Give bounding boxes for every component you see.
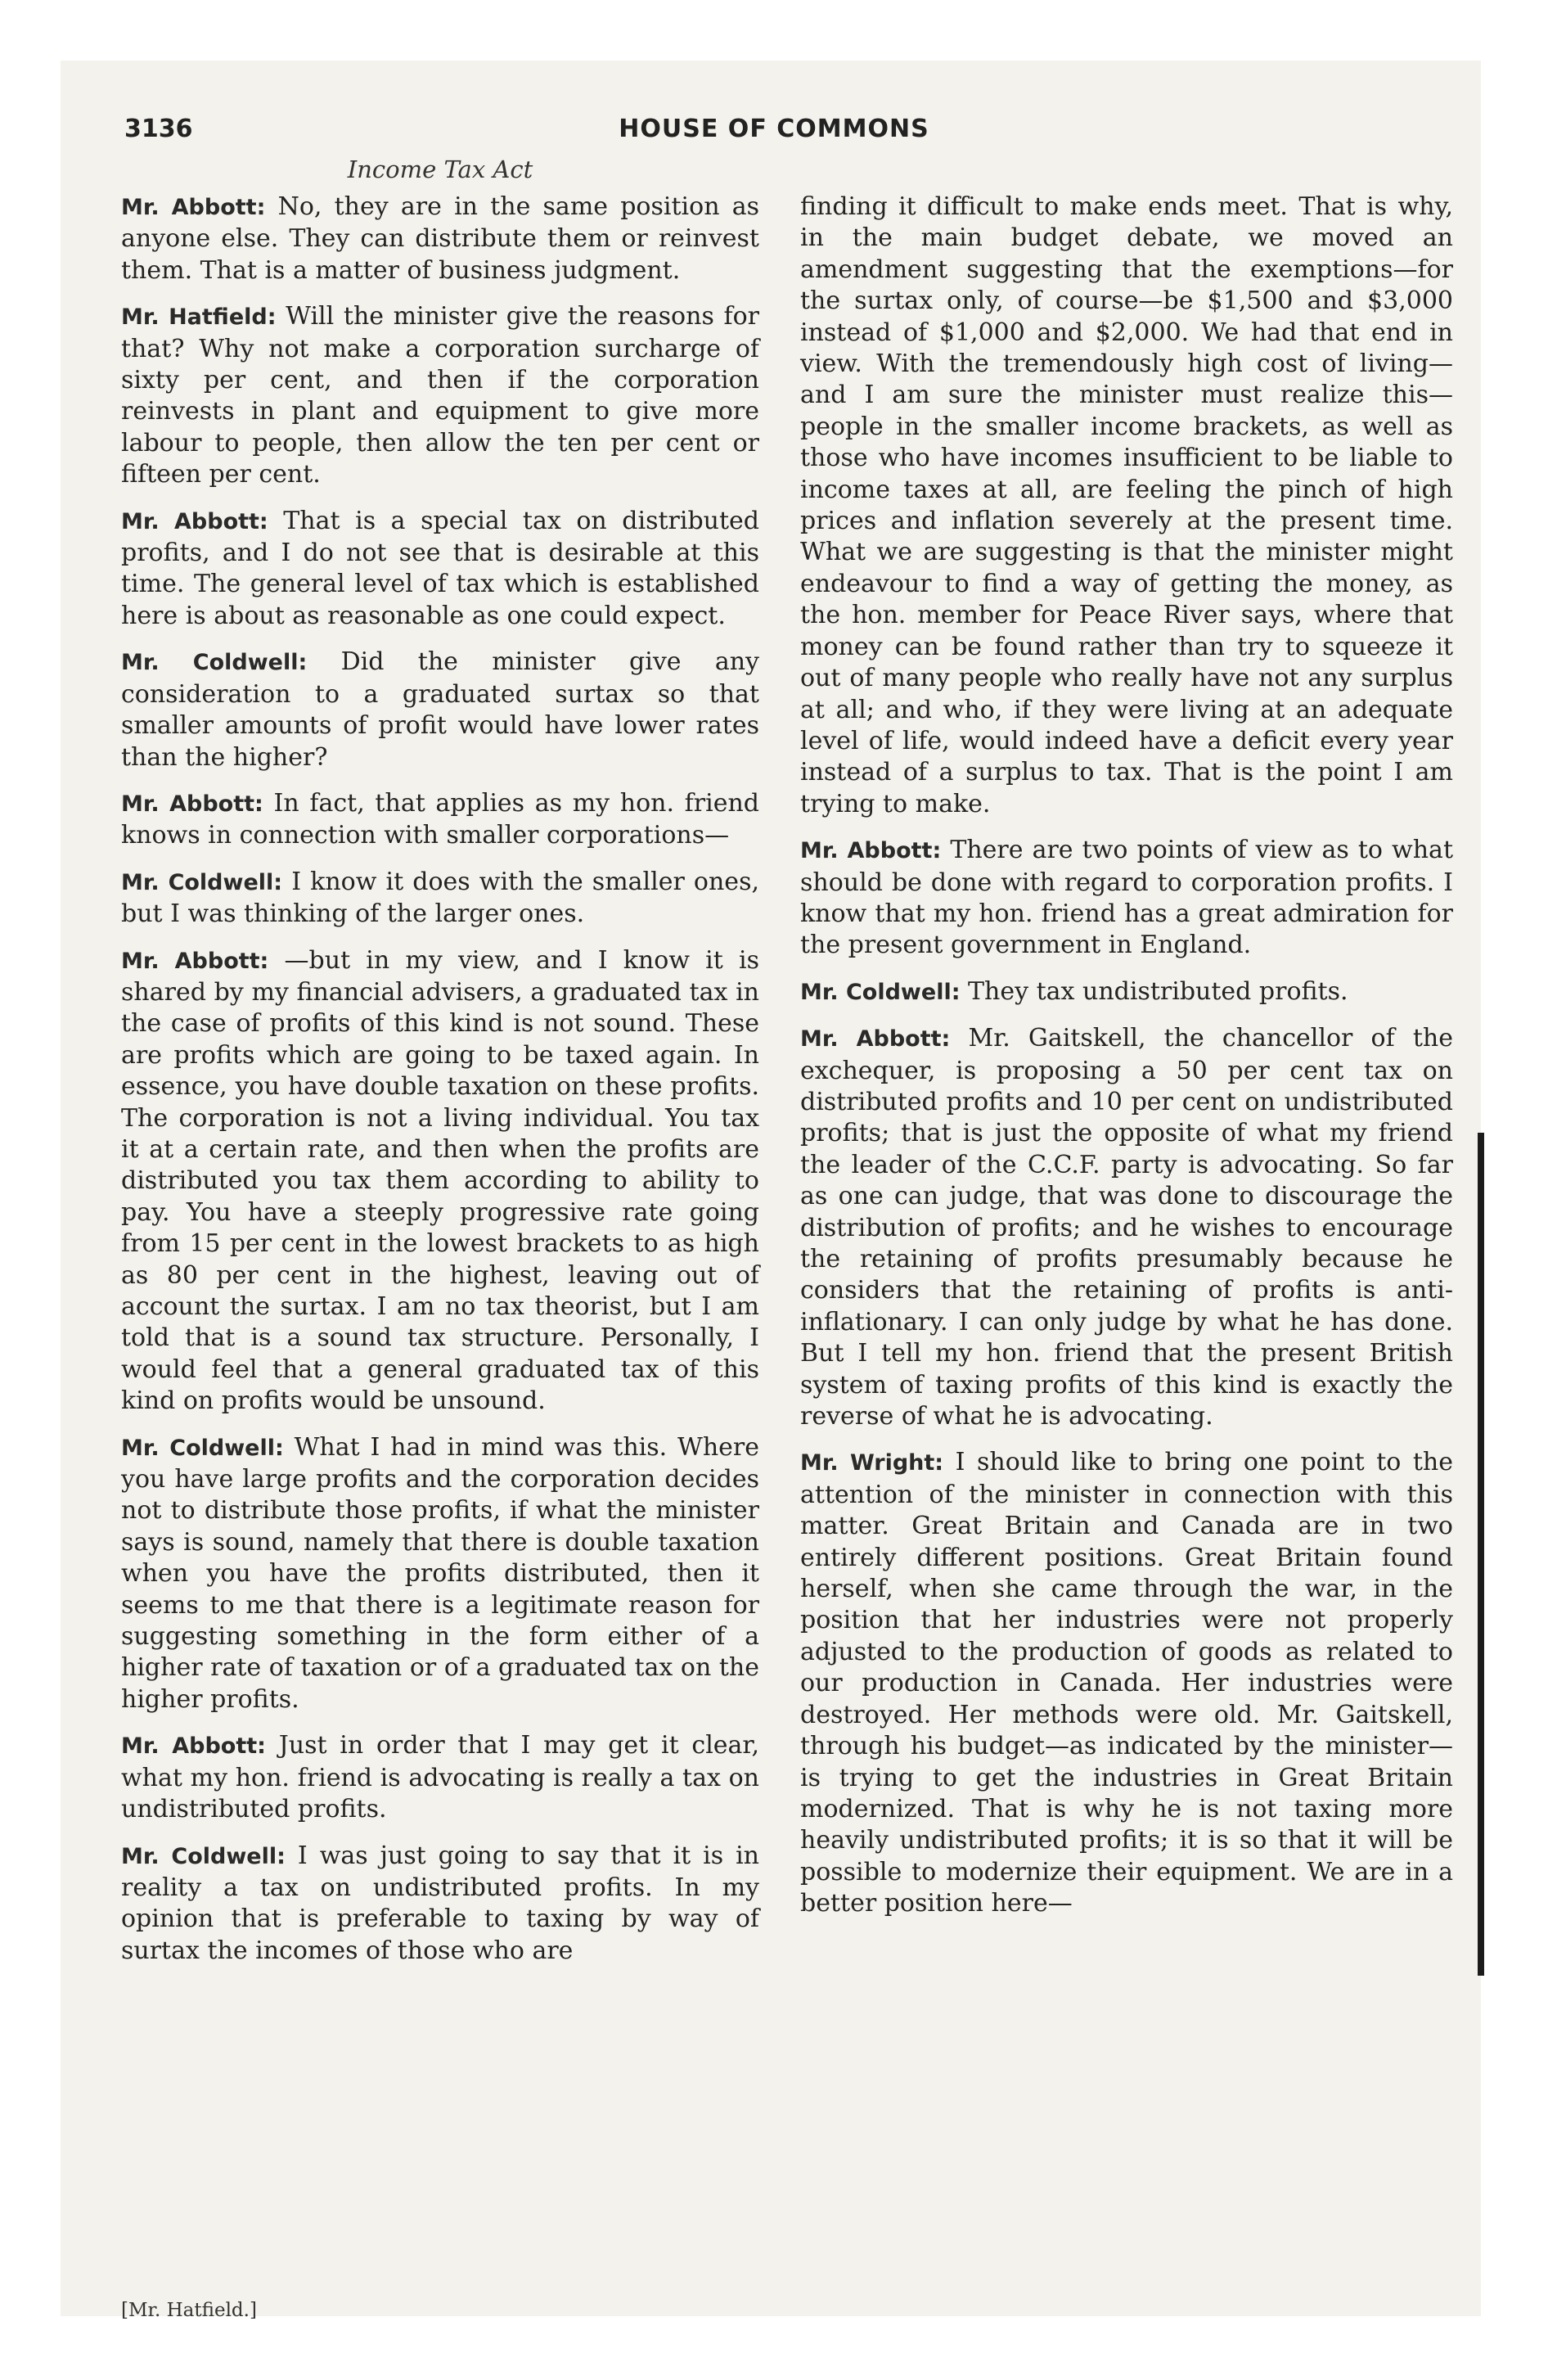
- speaker-name: Mr. Abbott:: [121, 1733, 266, 1760]
- speaker-name: Mr. Abbott:: [800, 838, 942, 864]
- speaker-name: Mr. Hatfield:: [121, 304, 277, 331]
- speaker-name: Mr. Coldwell:: [121, 1435, 284, 1461]
- speech-text: In fact, that applies as my hon. friend knows in connection with smaller corporations—: [121, 788, 759, 850]
- speech-paragraph: [800, 976, 1453, 1008]
- speech-paragraph: [800, 1447, 1453, 1919]
- speech-text: There are two points of view as to what should be done with regard to corporation profits. I know that my hon. friend has a great admiration for the present government in England.: [800, 836, 1453, 960]
- speaker-name: Mr. Coldwell:: [121, 650, 308, 676]
- speaker-name: Mr. Abbott:: [121, 508, 268, 534]
- speech-text: No, they are in the same position as anyone else. They can distribute them or reinvest them. That is a matter of business judgment.: [121, 192, 759, 285]
- speech-text: I should like to bring one point to the attention of the minister in connection with this matter. Great Britain and Canada are in two entirely different positions. Great Britain found herself, when she came through the war, in the position that her industries were not properly adjusted to the production of goods as related to our production in Canada. Her industries were destroyed. Her methods were old. Mr. Gaitskell, through his budget—as indicated by the minister—is trying to get the industries in Great Britain modernized. That is why he is not taxing more heavily undistributed profits; it is so that it will be possible to modernize their equipment. We are in a better position here—: [800, 1448, 1453, 1918]
- footer-reference: [Mr. Hatfield.]: [121, 2300, 257, 2321]
- speech-text: finding it difficult to make ends meet. That is why, in the main budget debate, we moved an amendment suggesting that the exemptions—for the surtax only, of course—be $1,500 and $3,000 instead of $1,000 and $2,000. We had that end in view. With the tremendously high cost of living—and I am sure the minister must realize this—people in the smaller income brackets, as well as those who have incomes insufficient to be liable to income taxes at all, are feeling the pinch of high prices and inflation severely at the present time. What we are suggesting is that the minister might endeavour to find a way of getting the money, as the hon. member for Peace River says, where that money can be found rather than try to squeeze it out of many people who really have not any surplus at all; and who, if they were living at an adequate level of life, would indeed have a deficit every year instead of a surplus to tax. That is the point I am trying to make.: [800, 192, 1453, 818]
- speech-text: What I had in mind was this. Where you have large profits and the corporation decides not to distribute those profits, if what the minister says is sound, namely that there is double taxation when you have the profits distributed, then it seems to me that there is a legitimate reason for suggesting something in the form either of a higher rate of taxation or of a graduated tax on the higher profits.: [121, 1432, 759, 1714]
- speech-text: I was just going to say that it is in reality a tax on undistributed profits. In my opinion that is preferable to taxing by way of surtax the incomes of those who are: [121, 1841, 759, 1965]
- speech-paragraph: [121, 788, 759, 852]
- speaker-name: Mr. Abbott:: [121, 948, 269, 974]
- binding-edge-shadow: [1478, 1133, 1484, 1976]
- speech-text: Did the minister give any consideration to a graduated surtax so that smaller amounts of profit would have lower rates than the higher?: [121, 647, 759, 772]
- speaker-name: Mr. Coldwell:: [121, 1843, 286, 1869]
- left-column: [121, 192, 759, 1981]
- speech-paragraph: [800, 1023, 1453, 1432]
- speech-text: Mr. Gaitskell, the chancellor of the exchequer, is proposing a 50 per cent tax on distributed profits and 10 per cent on undistributed profits; that is just the opposite of what my friend the leader of the C.C.F. party is advocating. So far as one can judge, that was done to discourage the distribution of profits; and he wishes to encourage the retaining of profits presumably because he considers that the retaining of profits is anti-inflationary. I can only judge by what he has done. But I tell my hon. friend that the present British system of taxing profits of this kind is exactly the reverse of what he is advocating.: [800, 1024, 1453, 1431]
- speech-text: Just in order that I may get it clear, what my hon. friend is advocating is really a tax on undistributed profits.: [121, 1731, 760, 1824]
- speech-text: That is a special tax on distributed profits, and I do not see that is desirable at this time. The general level of tax which is established here is about as reasonable as one could expect.: [121, 506, 759, 630]
- speech-continuation: [800, 192, 1453, 820]
- speech-text: Will the minister give the reasons for that? Why not make a corporation surcharge of sixty per cent, and then if the corporation reinvests in plant and equipment to give more labour to people, then allow the ten per cent or fifteen per cent.: [121, 302, 759, 489]
- page-number: 3136: [124, 115, 193, 143]
- speech-text: —but in my view, and I know it is shared by my financial advisers, a graduated tax in the case of profits of this kind is not sound. These are profits which are going to be taxed again. In essence, you have double taxation on these profits. The corporation is not a living individual. You tax it at a certain rate, and then when the profits are distributed you tax them according to ability to pay. You have a steeply progressive rate going from 15 per cent in the lowest brackets to as high as 80 per cent in the highest, leaving out of account the surtax. I am no tax theorist, but I am told that is a sound tax structure. Personally, I would feel that a general graduated tax of this kind on profits would be unsound.: [121, 945, 759, 1416]
- right-column: [800, 192, 1453, 1935]
- speech-text: They tax undistributed profits.: [968, 976, 1348, 1006]
- speech-paragraph: [121, 506, 759, 633]
- speech-paragraph: [121, 1730, 759, 1825]
- speech-text: I know it does with the smaller ones, but I was thinking of the larger ones.: [121, 867, 759, 929]
- speech-paragraph: [121, 1432, 759, 1716]
- speech-paragraph: [121, 867, 759, 931]
- speech-paragraph: [121, 945, 759, 1418]
- speech-paragraph: [121, 647, 759, 773]
- speaker-name: Mr. Wright:: [800, 1450, 944, 1476]
- speech-paragraph: [121, 1841, 759, 1968]
- running-head: HOUSE OF COMMONS: [619, 115, 929, 143]
- speech-paragraph: [121, 192, 759, 286]
- speaker-name: Mr. Abbott:: [121, 791, 263, 817]
- speaker-name: Mr. Coldwell:: [800, 979, 961, 1005]
- section-title: Income Tax Act: [347, 156, 533, 183]
- speaker-name: Mr. Abbott:: [800, 1026, 951, 1053]
- speech-paragraph: [800, 835, 1453, 962]
- speaker-name: Mr. Coldwell:: [121, 869, 283, 895]
- speech-paragraph: [121, 301, 759, 490]
- speaker-name: Mr. Abbott:: [121, 195, 266, 220]
